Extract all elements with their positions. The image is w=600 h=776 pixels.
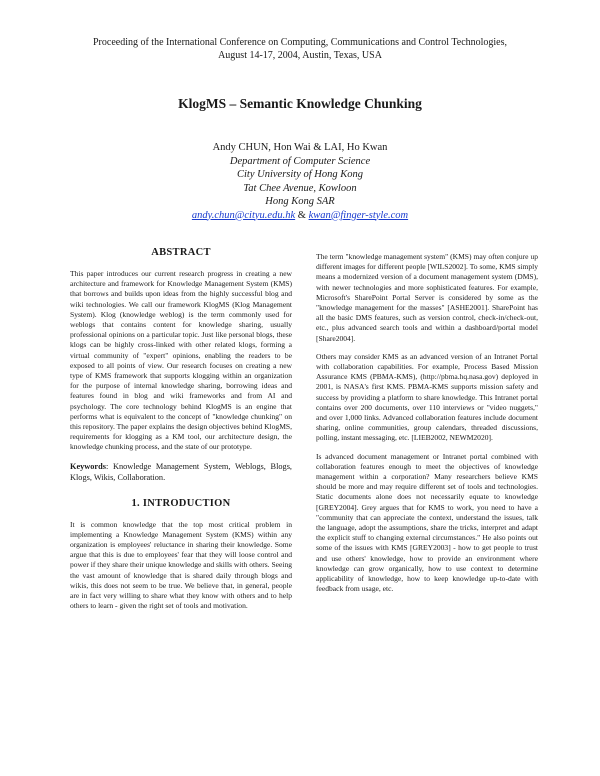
right-paragraph-3: Is advanced document management or Intranet portal combined with collaboration features enough to meet the objectives of knowledge management within a corporation? Many researchers believe KMS should be more and may require different set of tools and technologies. Static documents alone does not necessarily equate to knowledge [GREY2004]. Grey argues that for KMS to work, you need to have a "community that can appreciate the context, understand the issues, talk the language, adopt the assumptions, share the tricks, interpret and adapt the explicit stuff to changing external circumstances." He also points out some of the issues with KMS [GREY2003] - how to get people to trust and use others' knowledge, how to provide an environment where knowledge can grow organically, how to use context to determine applicability of knowledge, how to keep knowledge up-to-date with feedback from usage, etc. bbox=[316, 451, 538, 594]
keywords bbox=[70, 461, 292, 483]
author-names: Andy CHUN, Hon Wai & LAI, Ho Kwan bbox=[212, 142, 388, 153]
proceedings-header bbox=[40, 36, 560, 62]
paper-title: KlogMS – Semantic Knowledge Chunking bbox=[178, 96, 422, 111]
email-separator: & bbox=[295, 209, 309, 221]
keywords-text: : Knowledge Management System, Weblogs, Blogs, Klogs, Wikis, Collaboration. bbox=[70, 461, 292, 482]
email-link-chun[interactable]: andy.chun@cityu.edu.hk bbox=[191, 209, 296, 221]
author-emails bbox=[40, 209, 560, 223]
abstract-body: This paper introduces our current research progress in creating a new architecture and framework for Knowledge Management System (KMS) that borrows and builds upon ideas from the highly successful blog and wiki technologies. We call our framework KlogMS (Klog Management System). Klog (knowledge weblog) is the term commonly used for weblogs that contains content for knowledge sharing, usually professional opinions on a particular topic. Just like personal blogs, these klogs can be highly cross-linked with other related klogs, forming a virtual community of "expert" opinions, enabling the readers to be exposed to all points of view. Our research focuses on creating a new type of KMS framework that supports klogging within an organization for the purpose of internal knowledge sharing, borrowing ideas and features found in blog and wiki frameworks and from AI and psychology. The core technology behind KlogMS is an engine that performs what is equivalent to the concept of "knowledge chunking" on this repository. The paper explains the design objectives behind KlogMS, requirements for klogging as a KM tool, our architecture design, the knowledge chunking process, and the state of our prototype. bbox=[70, 269, 292, 452]
abstract-heading: ABSTRACT bbox=[151, 247, 211, 258]
right-column bbox=[316, 252, 538, 603]
introduction-body: It is common knowledge that the top most critical problem in implementing a Knowledge Management System (KMS) within any organization is employees' reluctance in sharing their knowledge. Some argue that this is due to employees' fear that they will loose control and power if they share their unique knowledge and skills with others. Seeing the vast amount of knowledge that is shared daily through blogs and wikis, this does not seem to be true. We believe that, in general, people are in fact very willing to share what they know with others and to help others to learn - given the right set of tools and motivation. bbox=[70, 519, 292, 611]
author-block bbox=[40, 141, 560, 222]
right-paragraph-1: The term "knowledge management system" (KMS) may often conjure up different images for different people [WILS2002]. To some, KMS simply means a modernized version of a document management system (DMS), with newer technologies and more sophisticated features. For example, Microsoft's SharePoint Portal Server is considered by some as the "knowledge management for the masses" [ASHE2001]. SharePoint has all the basic DMS features, such as version control, check-in/check-out, etc., plus advanced search tools and within a dashboard/portal model [Share2004]. bbox=[316, 252, 538, 343]
right-paragraph-2: Others may consider KMS as an advanced version of an Intranet Portal with collaboration capabilities. For example, Process Based Mission Assurance KMS (PBMA-KMS), (http://pbma.hq.nasa.gov) deployed in 2001, is NASA's first KMS. PBMA-KMS supports mission safety and success by providing a platform to share knowledge. This Intranet portal contains over 200 documents, over 110 interviews or "video nuggets," and over 1,000 links. Advanced collaboration features include document sharing, online communities, group calendars, threaded discussions, polling, instant messaging, etc. [LIEB2002, NEWM2020]. bbox=[316, 351, 538, 443]
author-street: Tat Chee Avenue, Kowloon bbox=[243, 182, 357, 194]
author-region: Hong Kong SAR bbox=[265, 196, 335, 207]
author-department: Department of Computer Science bbox=[229, 155, 371, 167]
left-column bbox=[70, 246, 292, 619]
email-link-kwan[interactable]: kwan@finger-style.com bbox=[308, 209, 409, 221]
proceedings-line-2: August 14-17, 2004, Austin, Texas, USA bbox=[218, 50, 382, 61]
keywords-label: Keywords bbox=[70, 461, 106, 471]
introduction-heading: 1. INTRODUCTION bbox=[131, 497, 231, 509]
proceedings-line-1: Proceeding of the International Conference on Computing, Communications and Control Technologies, bbox=[92, 37, 508, 48]
author-university: City University of Hong Kong bbox=[237, 169, 363, 180]
